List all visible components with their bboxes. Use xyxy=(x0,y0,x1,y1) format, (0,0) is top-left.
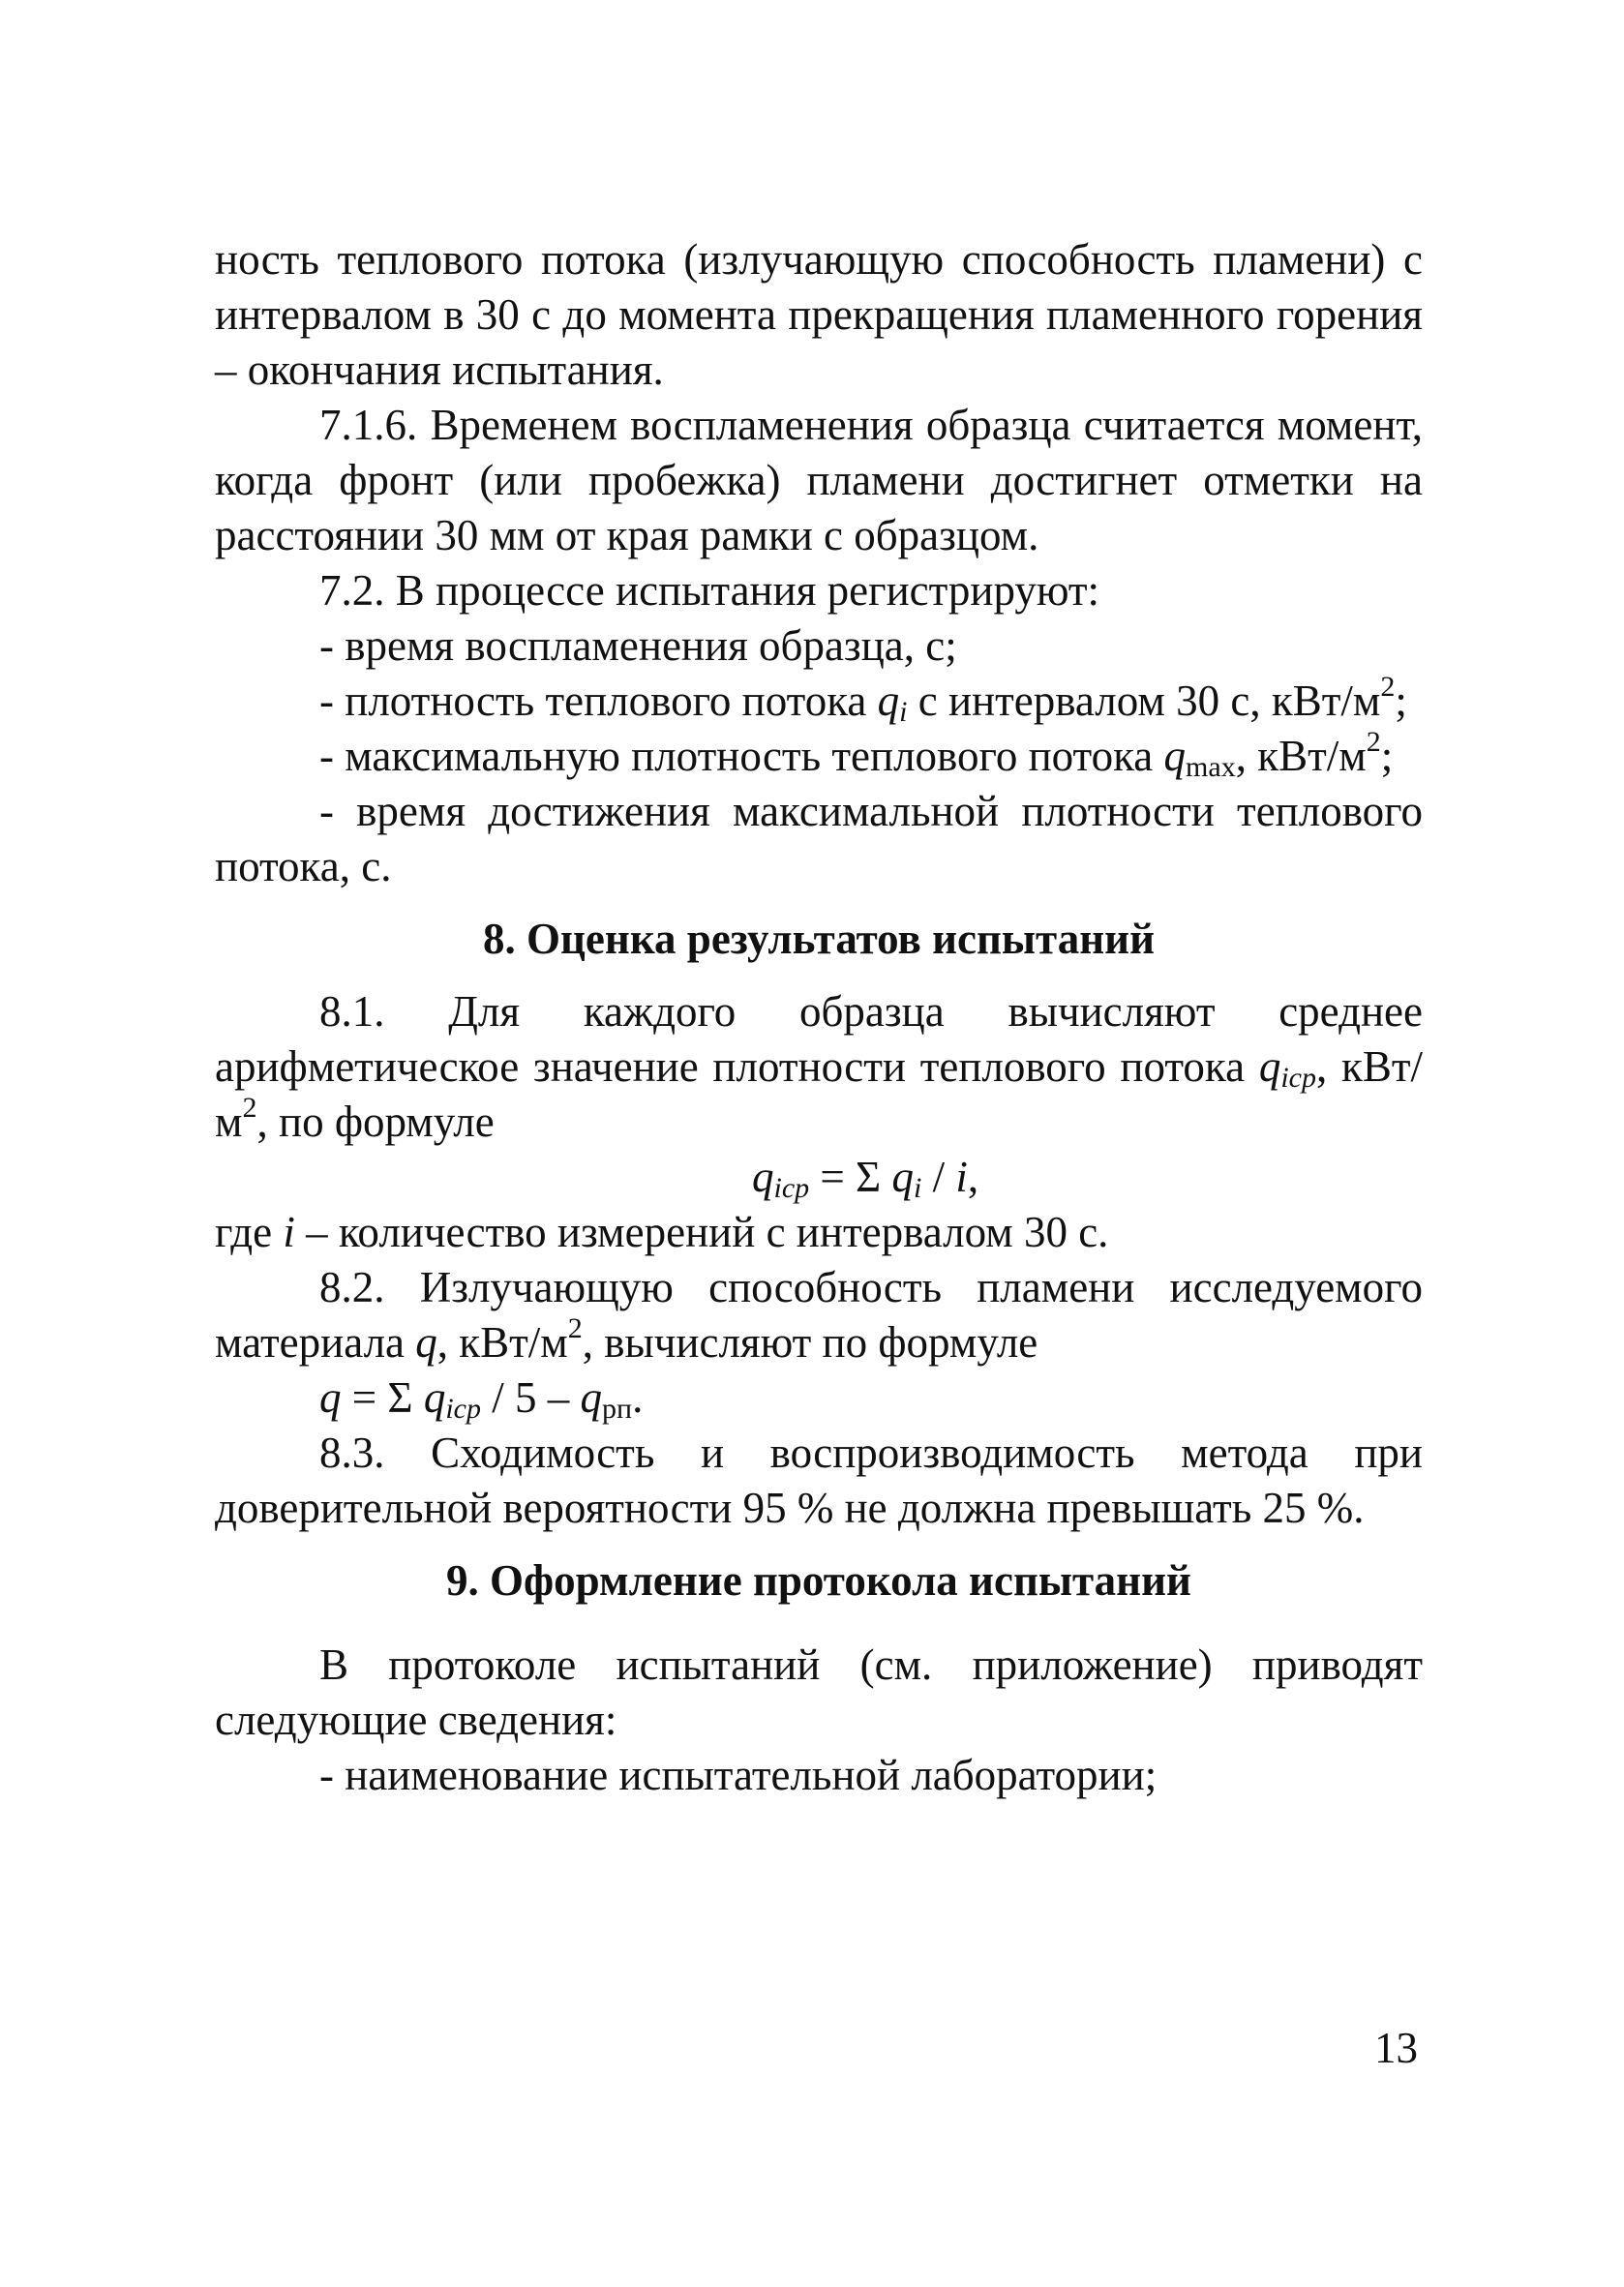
document-body xyxy=(215,232,1423,1803)
formula-mid: / 5 – xyxy=(480,1373,581,1422)
paragraph-8-1-text-a: 8.1. Для каждого образца вычисляют среднее арифметическое значение плотности теплового потока xyxy=(215,987,1423,1091)
var-q: q xyxy=(580,1373,602,1422)
paragraph-9: В протоколе испытаний (см. приложение) приводят следующие сведения: xyxy=(215,1640,1423,1744)
paragraph-8-3: 8.3. Сходимость и воспроизводимость метода при доверительной вероятности 95 % не должна превышать 25 %. xyxy=(215,1429,1423,1532)
list-item-max-heat-flux-text-c: ; xyxy=(1380,732,1394,780)
var-q: q xyxy=(319,1373,342,1422)
paragraph-7-2: 7.2. В процессе испытания регистрируют: xyxy=(319,566,1100,615)
section-8-heading: 8. Оценка результатов испытаний xyxy=(482,915,1155,963)
formula-end: . xyxy=(632,1373,644,1422)
sup-2: 2 xyxy=(1380,671,1396,703)
paragraph-7-1-6: 7.1.6. Временем воспламенения образца считается момент, когда фронт (или пробежка) пламени достигнет отметки на расстоянии 30 мм от края рамки с образцом. xyxy=(215,401,1423,559)
var-q: q xyxy=(877,677,900,725)
list-item-time-to-max: - время достижения максимальной плотности теплового потока, с. xyxy=(215,787,1423,890)
var-q: q xyxy=(891,1153,914,1201)
list-item-max-heat-flux-text-a: - максимальную плотность теплового потока xyxy=(319,732,1154,780)
sup-2: 2 xyxy=(567,1312,583,1344)
paragraph-continuation: ность теплового потока (излучающую способность пламени) с интервалом в 30 с до момента прекращения пламенного горения – окончания испытания. xyxy=(215,235,1423,394)
var-q: q xyxy=(415,1318,437,1367)
var-i: i xyxy=(955,1153,968,1201)
paragraph-8-2-text-b: , кВт/м xyxy=(436,1318,568,1367)
sup-2: 2 xyxy=(242,1092,257,1124)
paragraph-8-2-text-c: , вычисляют по формуле xyxy=(582,1318,1038,1367)
formula-eq: = Σ xyxy=(809,1153,892,1201)
list-item-max-heat-flux xyxy=(215,726,1423,784)
sub-max: max xyxy=(1186,751,1236,783)
var-q: q xyxy=(1258,1042,1281,1091)
list-item-max-heat-flux-text-b: , кВт/м xyxy=(1235,732,1367,780)
sub-icp: iср xyxy=(1280,1062,1316,1094)
paragraph-where-i xyxy=(215,1205,1423,1260)
sub-i: i xyxy=(913,1172,922,1204)
where-text-a: где xyxy=(215,1208,273,1256)
var-i: i xyxy=(283,1208,295,1256)
formula-mean-heat-flux xyxy=(215,1150,1423,1205)
paragraph-8-2-text-a: 8.2. Излучающую способность пламени исследуемого материала xyxy=(215,1263,1423,1367)
formula-eq: = Σ xyxy=(341,1373,424,1422)
list-item-heat-flux-text-b: с интервалом 30 с, кВт/м xyxy=(917,677,1381,725)
list-item-heat-flux-text-a: - плотность теплового потока xyxy=(319,677,867,725)
paragraph-8-1-text-b: , кВт/м xyxy=(215,1042,1424,1146)
list-item-lab-name: - наименование испытательной лаборатории; xyxy=(319,1751,1158,1799)
sub-icp: iср xyxy=(445,1393,481,1425)
page-number: 13 xyxy=(1374,2024,1418,2072)
list-item-heat-flux xyxy=(215,671,1423,729)
paragraph-8-2 xyxy=(215,1260,1423,1370)
formula-flame-emissivity xyxy=(215,1370,1423,1426)
paragraph-8-1 xyxy=(215,984,1423,1150)
sub-i: i xyxy=(899,696,908,728)
paragraph-8-1-text-c: , по формуле xyxy=(256,1098,495,1146)
where-text-b: – количество измерений с интервалом 30 с. xyxy=(306,1208,1109,1256)
list-item-ignition-time: - время воспламенения образца, с; xyxy=(319,621,957,670)
formula-slash: / xyxy=(921,1153,956,1201)
var-q: q xyxy=(752,1153,774,1201)
sub-icp: iср xyxy=(773,1172,810,1204)
sub-rp: рп xyxy=(602,1393,633,1425)
var-q: q xyxy=(1163,732,1187,780)
var-q: q xyxy=(423,1373,446,1422)
formula-end: , xyxy=(967,1153,979,1201)
sup-2: 2 xyxy=(1366,726,1381,758)
section-9-heading: 9. Оформление протокола испытаний xyxy=(446,1556,1191,1605)
list-item-heat-flux-text-c: ; xyxy=(1395,677,1407,725)
